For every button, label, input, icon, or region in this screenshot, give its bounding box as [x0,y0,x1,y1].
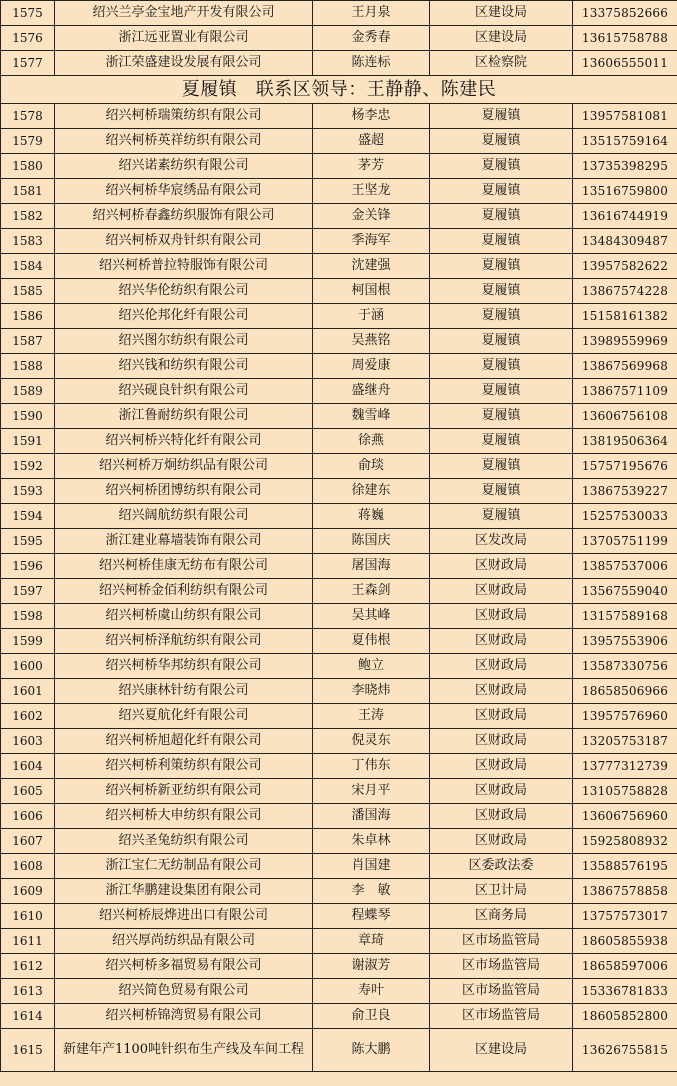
cell-department: 区财政局 [430,579,573,604]
table-row [1,204,677,229]
cell-number: 1581 [1,179,55,204]
cell-phone: 13626755815 [573,1029,677,1072]
cell-company: 绍兴柯桥虞山纺织有限公司 [55,604,313,629]
cell-department: 夏履镇 [430,329,573,354]
cell-company: 绍兴柯桥大申纺织有限公司 [55,804,313,829]
table-row [1,654,677,679]
cell-company: 绍兴柯桥金佰利纺织有限公司 [55,579,313,604]
cell-contact-name: 俞卫良 [313,1004,430,1029]
cell-company: 绍兴诺素纺织有限公司 [55,154,313,179]
cell-department: 区财政局 [430,829,573,854]
cell-department: 区财政局 [430,679,573,704]
cell-contact-name: 潘国海 [313,804,430,829]
cell-department: 区财政局 [430,654,573,679]
cell-phone: 13205753187 [573,729,677,754]
cell-phone: 13957576960 [573,704,677,729]
cell-department: 夏履镇 [430,429,573,454]
cell-contact-name: 屠国海 [313,554,430,579]
table-row [1,129,677,154]
section-header-row [1,76,677,104]
cell-department: 夏履镇 [430,129,573,154]
cell-company: 绍兴伦邦化纤有限公司 [55,304,313,329]
cell-contact-name: 李 敏 [313,879,430,904]
cell-number: 1599 [1,629,55,654]
cell-contact-name: 陈国庆 [313,529,430,554]
cell-company: 绍兴康林针纺有限公司 [55,679,313,704]
cell-phone: 13867578858 [573,879,677,904]
cell-number: 1614 [1,1004,55,1029]
cell-number: 1612 [1,954,55,979]
cell-number: 1584 [1,254,55,279]
cell-department: 夏履镇 [430,504,573,529]
cell-contact-name: 沈建强 [313,254,430,279]
cell-company: 绍兴柯桥华宸绣品有限公司 [55,179,313,204]
cell-department: 夏履镇 [430,279,573,304]
cell-phone: 13375852666 [573,1,677,26]
cell-phone: 15257530033 [573,504,677,529]
cell-phone: 13105758828 [573,779,677,804]
cell-phone: 13616744919 [573,204,677,229]
table-row [1,529,677,554]
cell-phone: 13757573017 [573,904,677,929]
cell-company: 绍兴阔航纺织有限公司 [55,504,313,529]
cell-department: 区委政法委 [430,854,573,879]
table-row [1,954,677,979]
cell-phone: 15336781833 [573,979,677,1004]
cell-company: 浙江宝仁无纺制品有限公司 [55,854,313,879]
cell-department: 区建设局 [430,1,573,26]
cell-company: 浙江华鹏建设集团有限公司 [55,879,313,904]
cell-number: 1585 [1,279,55,304]
table-row [1,254,677,279]
cell-contact-name: 魏雪峰 [313,404,430,429]
table-row [1,829,677,854]
table-row [1,979,677,1004]
table-row [1,304,677,329]
cell-number: 1589 [1,379,55,404]
cell-phone: 13567559040 [573,579,677,604]
cell-contact-name: 杨李忠 [313,104,430,129]
cell-phone: 13989559969 [573,329,677,354]
cell-company: 绍兴柯桥万炯纺织品有限公司 [55,454,313,479]
cell-phone: 13867574228 [573,279,677,304]
cell-number: 1582 [1,204,55,229]
cell-phone: 18605855938 [573,929,677,954]
cell-company: 绍兴柯桥新亚纺织有限公司 [55,779,313,804]
table-row [1,504,677,529]
cell-contact-name: 徐燕 [313,429,430,454]
cell-contact-name: 陈大鹏 [313,1029,430,1072]
cell-department: 夏履镇 [430,379,573,404]
table-body-last [1,1029,677,1072]
cell-company: 绍兴柯桥利策纺织有限公司 [55,754,313,779]
cell-number: 1613 [1,979,55,1004]
cell-company: 绍兴柯桥华邦纺织有限公司 [55,654,313,679]
table-row [1,429,677,454]
cell-company: 绍兴图尔纺织有限公司 [55,329,313,354]
cell-contact-name: 王森剑 [313,579,430,604]
table-row [1,379,677,404]
cell-phone: 13606756960 [573,804,677,829]
cell-number: 1607 [1,829,55,854]
cell-phone: 13957582622 [573,254,677,279]
table-row [1,929,677,954]
cell-company: 浙江远亚置业有限公司 [55,26,313,51]
table-row [1,329,677,354]
cell-phone: 13867569968 [573,354,677,379]
section-header-group [1,76,677,104]
cell-company: 绍兴柯桥辰烨进出口有限公司 [55,904,313,929]
cell-company: 绍兴柯桥兴特化纤有限公司 [55,429,313,454]
cell-number: 1594 [1,504,55,529]
cell-contact-name: 周爱康 [313,354,430,379]
table-row [1,904,677,929]
cell-contact-name: 吴燕铭 [313,329,430,354]
cell-phone: 18605852800 [573,1004,677,1029]
cell-number: 1601 [1,679,55,704]
cell-company: 绍兴厚尚纺织品有限公司 [55,929,313,954]
cell-department: 区商务局 [430,904,573,929]
cell-department: 夏履镇 [430,104,573,129]
cell-company: 绍兴圣兔纺织有限公司 [55,829,313,854]
cell-number: 1598 [1,604,55,629]
cell-phone: 13777312739 [573,754,677,779]
cell-number: 1611 [1,929,55,954]
cell-number: 1583 [1,229,55,254]
cell-contact-name: 寿叶 [313,979,430,1004]
cell-phone: 13606756108 [573,404,677,429]
cell-department: 区卫计局 [430,879,573,904]
cell-contact-name: 俞琰 [313,454,430,479]
cell-number: 1597 [1,579,55,604]
cell-company: 绍兴柯桥春鑫纺织服饰有限公司 [55,204,313,229]
cell-company: 绍兴柯桥泽航纺织有限公司 [55,629,313,654]
table-row [1,1004,677,1029]
cell-company: 绍兴柯桥锦湾贸易有限公司 [55,1004,313,1029]
cell-contact-name: 朱卓林 [313,829,430,854]
table-row [1,754,677,779]
cell-department: 夏履镇 [430,154,573,179]
cell-company: 绍兴柯桥双舟针织有限公司 [55,229,313,254]
cell-number: 1608 [1,854,55,879]
cell-number: 1591 [1,429,55,454]
table-row [1,104,677,129]
cell-contact-name: 程蝶琴 [313,904,430,929]
cell-contact-name: 宋月平 [313,779,430,804]
cell-company: 绍兴兰亭金宝地产开发有限公司 [55,1,313,26]
cell-contact-name: 夏伟根 [313,629,430,654]
cell-number: 1593 [1,479,55,504]
table-row [1,154,677,179]
cell-phone: 13606555011 [573,51,677,76]
cell-phone: 13735398295 [573,154,677,179]
cell-company: 绍兴夏航化纤有限公司 [55,704,313,729]
cell-department: 区财政局 [430,554,573,579]
cell-phone: 13157589168 [573,604,677,629]
cell-company: 绍兴柯桥多福贸易有限公司 [55,954,313,979]
cell-department: 区建设局 [430,26,573,51]
table-row [1,704,677,729]
cell-phone: 13588576195 [573,854,677,879]
cell-phone: 13515759164 [573,129,677,154]
cell-department: 夏履镇 [430,454,573,479]
cell-number: 1606 [1,804,55,829]
cell-number: 1576 [1,26,55,51]
table-row [1,804,677,829]
cell-number: 1609 [1,879,55,904]
cell-phone: 13484309487 [573,229,677,254]
cell-department: 区财政局 [430,754,573,779]
cell-company: 浙江鲁耐纺织有限公司 [55,404,313,429]
cell-company: 绍兴柯桥团博纺织有限公司 [55,479,313,504]
cell-company: 绍兴华伦纺织有限公司 [55,279,313,304]
cell-phone: 13867539227 [573,479,677,504]
cell-number: 1615 [1,1029,55,1072]
table-row [1,229,677,254]
cell-company: 绍兴简色贸易有限公司 [55,979,313,1004]
cell-department: 区财政局 [430,629,573,654]
cell-department: 区建设局 [430,1029,573,1072]
cell-contact-name: 陈连标 [313,51,430,76]
cell-contact-name: 肖国建 [313,854,430,879]
cell-phone: 13957553906 [573,629,677,654]
cell-number: 1610 [1,904,55,929]
cell-company: 绍兴柯桥普拉特服饰有限公司 [55,254,313,279]
cell-company: 新建年产1100吨针织布生产线及车间工程 [55,1029,313,1072]
cell-phone: 13587330756 [573,654,677,679]
cell-department: 区财政局 [430,704,573,729]
cell-number: 1592 [1,454,55,479]
cell-company: 绍兴柯桥瑞策纺织有限公司 [55,104,313,129]
cell-contact-name: 蒋巍 [313,504,430,529]
cell-contact-name: 于涵 [313,304,430,329]
cell-department: 区发改局 [430,529,573,554]
cell-contact-name: 金关锋 [313,204,430,229]
cell-contact-name: 盛继舟 [313,379,430,404]
cell-company: 绍兴柯桥英祥纺织有限公司 [55,129,313,154]
cell-phone: 15925808932 [573,829,677,854]
table-body-top [1,1,677,76]
cell-department: 区财政局 [430,729,573,754]
cell-department: 区市场监管局 [430,929,573,954]
table-row [1,854,677,879]
cell-department: 区财政局 [430,604,573,629]
table-row [1,1029,677,1072]
cell-number: 1604 [1,754,55,779]
cell-company: 绍兴钱和纺织有限公司 [55,354,313,379]
cell-company: 浙江建业幕墙装饰有限公司 [55,529,313,554]
cell-phone: 15158161382 [573,304,677,329]
table-row [1,26,677,51]
table-row [1,51,677,76]
table-row [1,729,677,754]
cell-department: 夏履镇 [430,354,573,379]
table-row [1,404,677,429]
section-title: 夏履镇 联系区领导：王静静、陈建民 [1,76,677,104]
cell-contact-name: 章琦 [313,929,430,954]
cell-company: 绍兴柯桥旭超化纤有限公司 [55,729,313,754]
table-row [1,629,677,654]
cell-number: 1600 [1,654,55,679]
table-row [1,679,677,704]
cell-phone: 13857537006 [573,554,677,579]
cell-phone: 13819506364 [573,429,677,454]
cell-department: 夏履镇 [430,179,573,204]
table-row [1,579,677,604]
cell-contact-name: 盛超 [313,129,430,154]
cell-number: 1595 [1,529,55,554]
cell-department: 区市场监管局 [430,979,573,1004]
cell-number: 1586 [1,304,55,329]
cell-contact-name: 金秀春 [313,26,430,51]
table-row [1,454,677,479]
cell-contact-name: 倪灵东 [313,729,430,754]
cell-number: 1587 [1,329,55,354]
cell-number: 1579 [1,129,55,154]
cell-phone: 13705751199 [573,529,677,554]
cell-phone: 13615758788 [573,26,677,51]
table-row [1,779,677,804]
cell-department: 夏履镇 [430,204,573,229]
cell-number: 1588 [1,354,55,379]
cell-company: 绍兴柯桥佳康无纺布有限公司 [55,554,313,579]
cell-contact-name: 柯国根 [313,279,430,304]
table-row [1,279,677,304]
cell-phone: 13516759800 [573,179,677,204]
table-body-main [1,104,677,1029]
cell-phone: 18658597006 [573,954,677,979]
cell-contact-name: 鲍立 [313,654,430,679]
cell-contact-name: 李晓炜 [313,679,430,704]
cell-department: 夏履镇 [430,254,573,279]
cell-department: 夏履镇 [430,229,573,254]
cell-number: 1596 [1,554,55,579]
cell-contact-name: 王涛 [313,704,430,729]
cell-number: 1590 [1,404,55,429]
cell-contact-name: 丁伟东 [313,754,430,779]
cell-department: 夏履镇 [430,404,573,429]
cell-contact-name: 王坚龙 [313,179,430,204]
table-row [1,604,677,629]
cell-number: 1603 [1,729,55,754]
cell-phone: 15757195676 [573,454,677,479]
cell-number: 1580 [1,154,55,179]
cell-number: 1577 [1,51,55,76]
cell-phone: 13957581081 [573,104,677,129]
cell-number: 1605 [1,779,55,804]
table-row [1,1,677,26]
cell-contact-name: 吴其峰 [313,604,430,629]
cell-contact-name: 茅芳 [313,154,430,179]
cell-contact-name: 谢淑芳 [313,954,430,979]
table-row [1,354,677,379]
cell-company: 浙江荣盛建设发展有限公司 [55,51,313,76]
cell-contact-name: 季海军 [313,229,430,254]
cell-contact-name: 王月泉 [313,1,430,26]
cell-department: 区检察院 [430,51,573,76]
cell-contact-name: 徐建东 [313,479,430,504]
cell-phone: 18658506966 [573,679,677,704]
cell-department: 夏履镇 [430,304,573,329]
cell-number: 1602 [1,704,55,729]
cell-department: 区市场监管局 [430,1004,573,1029]
cell-department: 区财政局 [430,804,573,829]
cell-phone: 13867571109 [573,379,677,404]
cell-company: 绍兴砚良针织有限公司 [55,379,313,404]
table-row [1,554,677,579]
cell-number: 1575 [1,1,55,26]
table-row [1,879,677,904]
cell-department: 区市场监管局 [430,954,573,979]
cell-department: 区财政局 [430,779,573,804]
table-row [1,179,677,204]
cell-department: 夏履镇 [430,479,573,504]
cell-number: 1578 [1,104,55,129]
table-row [1,479,677,504]
